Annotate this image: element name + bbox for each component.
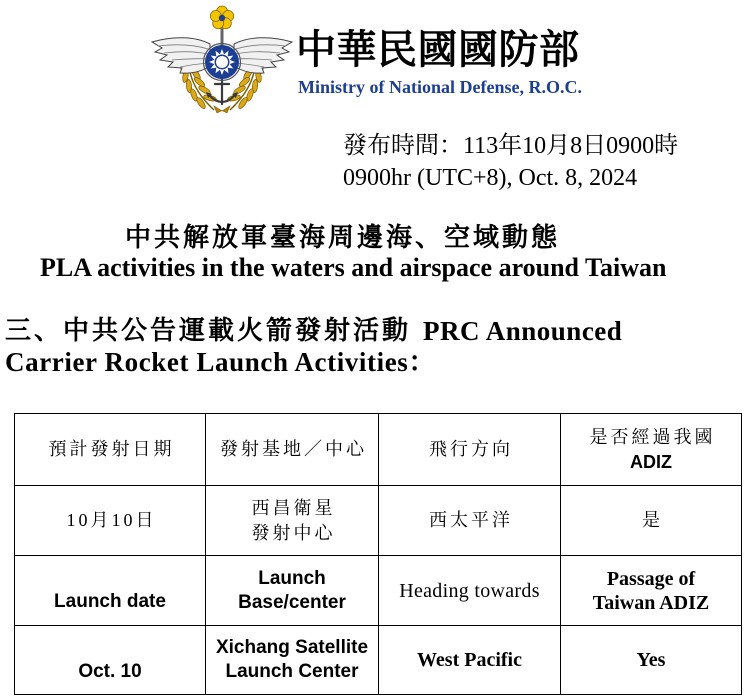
- cell-text: West Pacific: [417, 649, 522, 671]
- cell-text: 是: [642, 510, 663, 530]
- cell-heading-zh-header: [379, 414, 561, 486]
- cell-text: 飛行方向: [429, 439, 513, 459]
- cell-heading-en-header: [379, 556, 561, 626]
- cell-text-line1: Launch: [258, 567, 326, 589]
- cell-launch-base-zh: [206, 486, 379, 556]
- table-row-zh-data: [15, 486, 742, 556]
- cell-text: 西太平洋: [429, 510, 513, 530]
- release-time-en: 0900hr (UTC+8), Oct. 8, 2024: [343, 165, 638, 191]
- cell-text: Launch date: [54, 591, 166, 612]
- table-row-en-data: [15, 626, 742, 695]
- cell-launch-date-en: [15, 626, 206, 695]
- cell-adiz-en-header: [561, 556, 742, 626]
- table-row-en-header: [15, 556, 742, 626]
- cell-launch-date-zh: [15, 486, 206, 556]
- cell-launch-date-zh-header: [15, 414, 206, 486]
- cell-text: 發射基地／中心: [220, 439, 367, 459]
- section-heading-en-part2: Carrier Rocket Launch Activities：: [5, 347, 436, 377]
- mnd-emblem-icon: [150, 2, 294, 114]
- report-title-en: PLA activities in the waters and airspace around Taiwan: [40, 253, 667, 282]
- cell-launch-base-en-header: [206, 556, 379, 626]
- cell-text: 10月10日: [66, 510, 157, 530]
- cell-text-line2: 發射中心: [251, 522, 336, 543]
- cell-text-line2: ADIZ: [630, 451, 672, 472]
- cell-text: Yes: [636, 649, 666, 671]
- report-title-zh: 中共解放軍臺海周邊海、空域動態: [125, 223, 561, 252]
- cell-heading-en: [379, 626, 561, 695]
- cell-text-line1: Passage of: [606, 567, 696, 590]
- cell-launch-base-en: [206, 626, 379, 695]
- cell-launch-base-zh-header: [206, 414, 379, 486]
- org-name-en: Ministry of National Defense, R.O.C.: [298, 77, 582, 97]
- org-name-zh: 中華民國國防部: [296, 27, 580, 73]
- cell-adiz-en: [561, 626, 742, 695]
- cell-text: Heading towards: [399, 579, 540, 602]
- cell-text: 預計發射日期: [48, 439, 175, 459]
- cell-adiz-zh: [561, 486, 742, 556]
- table-row-zh-header: [15, 414, 742, 486]
- section-heading-en-part1: PRC Announced: [423, 316, 623, 346]
- cell-text: Oct. 10: [78, 661, 142, 682]
- cell-text-line2: Taiwan ADIZ: [592, 591, 710, 614]
- cell-heading-zh: [379, 486, 561, 556]
- cell-launch-date-en-header: [15, 556, 206, 626]
- cell-text-line1: Xichang Satellite: [215, 637, 369, 658]
- launch-table: [14, 413, 742, 695]
- section-heading-zh: 三、中共公告運載火箭發射活動: [5, 316, 412, 345]
- cell-text-line1: 是否經過我國: [589, 426, 716, 447]
- cell-text-line2: Base/center: [238, 591, 346, 613]
- release-time-zh: 發布時間：113年10月8日0900時: [343, 133, 679, 159]
- cell-text-line1: 西昌衛星: [251, 497, 336, 518]
- cell-adiz-zh-header: [561, 414, 742, 486]
- cell-text-line2: Launch Center: [225, 661, 359, 682]
